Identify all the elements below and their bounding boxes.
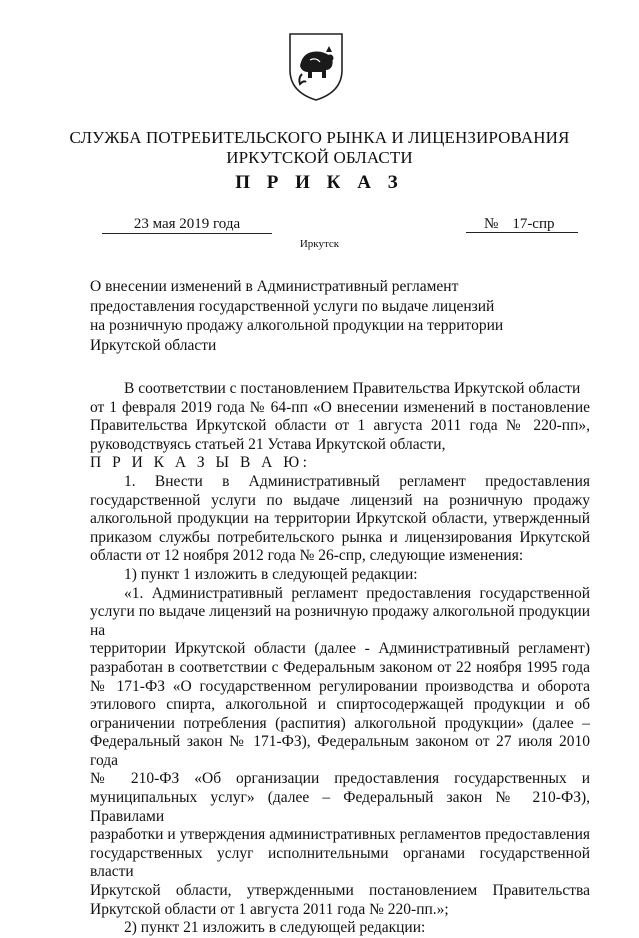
body-line: Федеральный закон № 171-ФЗ), Федеральным законом от 27 июля 2010 года: [90, 733, 590, 769]
body-line: разработан в соответствии с Федеральным законом от 22 ноября 1995 года: [90, 658, 590, 676]
body-line: № 210-ФЗ «Об организации предоставления государственных и: [90, 770, 590, 788]
title-line: О внесении изменений в Административный регламент: [90, 278, 459, 295]
title-line: Иркутской области: [90, 336, 217, 354]
agency-name: [40, 128, 599, 168]
document-date: 23 мая 2019 года: [102, 215, 272, 234]
body-line: В соответствии с постановлением Правительства Иркутской области: [124, 380, 581, 397]
body-line: № 171-ФЗ «О государственном регулировании производства и оборота: [90, 677, 590, 695]
body-line: области от 12 ноября 2012 года № 26-спр, следующие изменения:: [90, 547, 524, 565]
number-sign: №: [484, 216, 499, 232]
order-word: П Р И К А З Ы В А Ю:: [90, 454, 311, 472]
body-line: Иркутской области, утвержденными постановлением Правительства: [90, 882, 590, 900]
body-line: 1. Внести в Административный регламент предоставления: [124, 472, 590, 490]
title-line: на розничную продажу алкогольной продукции на территории: [90, 317, 504, 334]
title-line: предоставления государственной услуги по выдаче лицензий: [90, 297, 495, 315]
body-line: Правительства Иркутской области от 1 августа 2011 года № 220-пп»,: [90, 417, 590, 435]
irkutsk-coat-of-arms-icon: [286, 30, 346, 102]
body-line: услуги по выдаче лицензий на розничную продажу алкогольной продукции на: [90, 603, 590, 639]
agency-name-line1: СЛУЖБА ПОТРЕБИТЕЛЬСКОГО РЫНКА И ЛИЦЕНЗИРОВАНИЯ: [69, 128, 570, 147]
body-line: ограничении потребления (распития) алкогольной продукции» (далее –: [90, 714, 590, 732]
document-city: Иркутск: [299, 238, 340, 250]
document-title: [90, 277, 530, 355]
document-number: [466, 215, 578, 233]
body-line: государственных услуг исполнительными органами государственной власти: [90, 844, 590, 881]
agency-name-line2: ИРКУТСКОЙ ОБЛАСТИ: [226, 148, 413, 167]
body-line: Иркутской области от 1 августа 2011 года № 220-пп.»;: [90, 900, 449, 918]
body-line: алкогольной продукции на территории Иркутской области, утвержденный: [90, 510, 590, 528]
number-value: 17-спр: [512, 216, 555, 232]
body-line: этилового спирта, алкогольной и спиртосодержащей продукции и об: [90, 696, 590, 714]
body-line: муниципальных услуг» (далее – Федеральный закон № 210-ФЗ), Правилами: [90, 789, 590, 825]
document-body: [90, 380, 590, 938]
body-line: разработки и утверждения административных регламентов предоставления: [90, 826, 590, 844]
body-line: приказом службы потребительского рынка и лицензирования Иркутской: [90, 528, 590, 546]
body-line: государственной услуги по выдаче лицензий на розничную продажу: [90, 491, 590, 509]
body-line: территории Иркутской области (далее - Административный регламент): [90, 640, 590, 658]
body-line: от 1 февраля 2019 года № 64-пп «О внесении изменений в постановление: [90, 398, 590, 416]
body-line: руководствуясь статьей 21 Устава Иркутской области,: [90, 435, 446, 453]
body-line: «1. Административный регламент предоставления государственной: [124, 584, 590, 602]
document-type-heading: П Р И К А З: [235, 172, 404, 193]
body-line: 2) пункт 21 изложить в следующей редакции:: [124, 919, 426, 937]
body-line: 1) пункт 1 изложить в следующей редакции:: [124, 565, 418, 583]
